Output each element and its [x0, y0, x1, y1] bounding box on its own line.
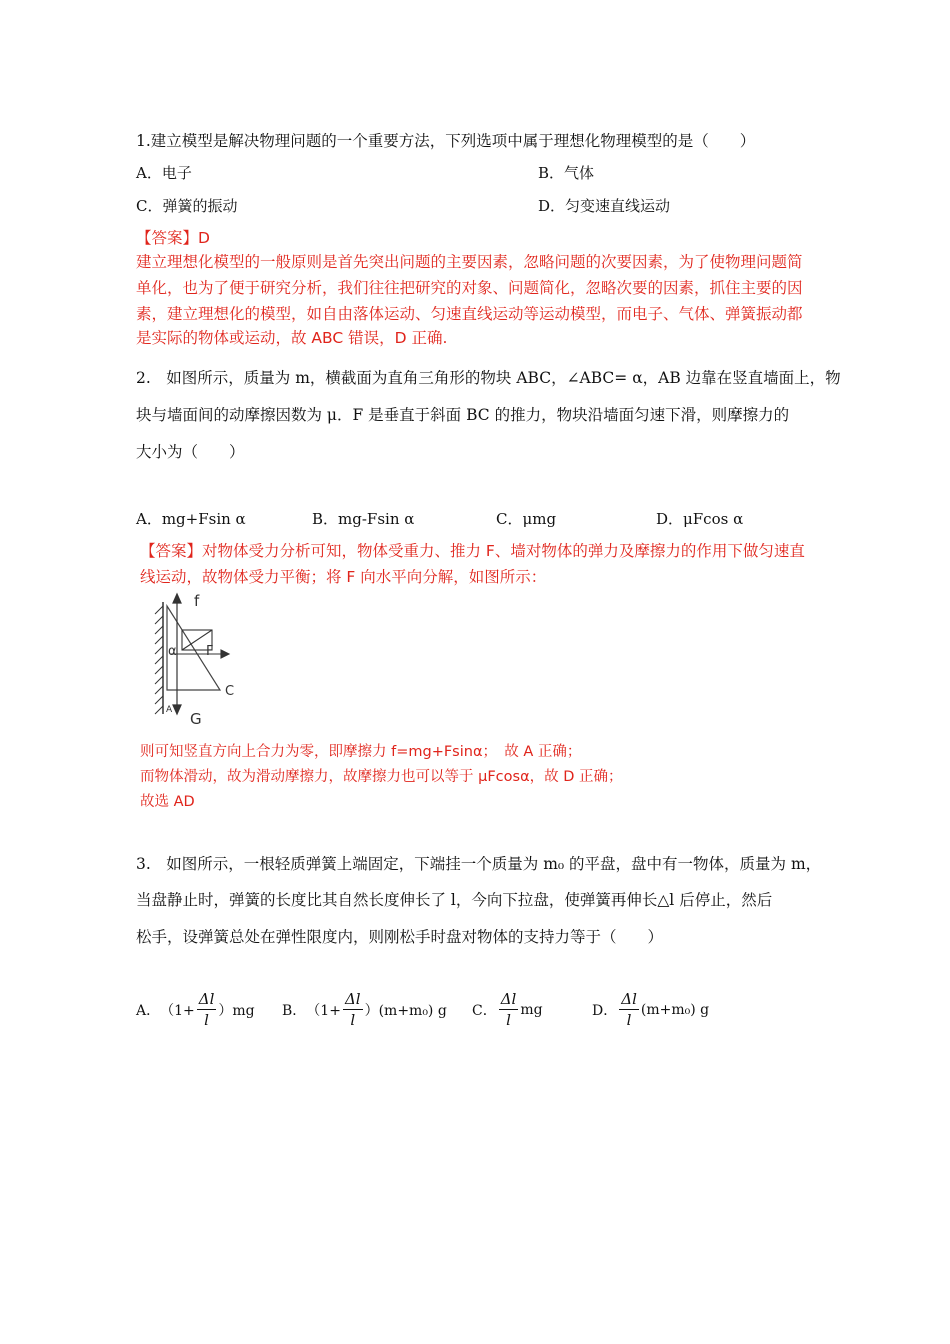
q1-option-c: C．弹簧的振动 — [136, 197, 238, 215]
fraction-numerator: Δl — [500, 990, 517, 1008]
q1-option-d: D．匀变速直线运动 — [538, 197, 671, 215]
q3-stem-line: 当盘静止时，弹簧的长度比其自然长度伸长了 l，今向下拉盘，使弹簧再伸长△l 后停止，然后 — [136, 891, 773, 909]
fraction-denominator: l — [204, 1011, 209, 1029]
q2-option-c: C．μmg — [496, 510, 557, 528]
q2-conclusion-line: 则可知竖直方向上合力为零，即摩擦力 f=mg+Fsinα； 故 A 正确； — [140, 744, 582, 760]
delta-l-over-l-fraction — [343, 992, 363, 1028]
fraction-denominator: l — [626, 1011, 632, 1029]
q1-stem: 1.建立模型是解决物理问题的一个重要方法，下列选项中属于理想化物理模型的是（ ） — [136, 132, 756, 150]
label-G: G — [190, 710, 202, 728]
label-A: A — [166, 705, 173, 715]
q1-option-b: B．气体 — [538, 164, 595, 182]
delta-l-over-l-fraction — [619, 992, 639, 1028]
fraction-numerator: Δl — [344, 990, 361, 1008]
q3-d-label: D． — [592, 1003, 618, 1019]
fraction-denominator: l — [350, 1011, 356, 1029]
q3-d-post: (m+m₀) g — [640, 1002, 710, 1018]
fraction-numerator: Δl — [198, 990, 215, 1008]
q3-option-d — [592, 992, 709, 1028]
label-alpha: α — [168, 644, 177, 659]
wall-hatching — [155, 602, 163, 714]
q3-option-a — [136, 992, 255, 1028]
q3-stem-line: 松手，设弹簧总处在弹性限度内，则刚松手时盘对物体的支持力等于（ ） — [136, 928, 664, 946]
q3-a-post: ）mg — [218, 1003, 255, 1019]
q2-option-a: A．mg+Fsin α — [136, 510, 246, 528]
q1-option-a: A．电子 — [136, 164, 192, 182]
q3-a-pre: （1+ — [160, 1003, 195, 1019]
label-C: C — [225, 684, 235, 699]
q1-explain-line: 是实际的物体或运动，故 ABC 错误，D 正确. — [136, 329, 448, 347]
q2-option-b: B．mg-Fsin α — [312, 510, 415, 528]
q2-stem-line: 块与墙面间的动摩擦因数为 μ．F 是垂直于斜面 BC 的推力，物块沿墙面匀速下滑，则摩擦力的 — [136, 406, 790, 424]
q2-option-d: D．μFcos α — [656, 510, 744, 528]
delta-l-over-l-fraction — [197, 992, 217, 1028]
q3-b-post: ）(m+m₀) g — [364, 1003, 447, 1019]
q3-option-c — [472, 992, 543, 1028]
label-F: F — [206, 644, 214, 659]
q2-stem-line: 2. 如图所示，质量为 m，横截面为直角三角形的物块 ABC，∠ABC= α，AB 边靠在竖直墙面上，物 — [136, 369, 841, 387]
label-f: f — [194, 592, 200, 610]
force-diagram — [140, 592, 250, 732]
q3-c-label: C． — [472, 1003, 497, 1019]
q1-explain-line: 建立理想化模型的一般原则是首先突出问题的主要因素，忽略问题的次要因素，为了使物理问题简 — [136, 253, 803, 271]
q2-stem-line: 大小为（ ） — [136, 443, 245, 461]
q3-c-post: mg — [520, 1002, 543, 1018]
q1-explain-line: 单化，也为了便于研究分析，我们往往把研究的对象、问题简化，忽略次要的因素，抓住主要的因 — [136, 279, 803, 297]
q2-conclusion-line: 故选 AD — [140, 794, 195, 810]
q2-conclusion-line: 而物体滑动，故为滑动摩擦力，故摩擦力也可以等于 μFcosα，故 D 正确； — [140, 769, 623, 785]
q3-stem-line: 3. 如图所示，一根轻质弹簧上端固定，下端挂一个质量为 m₀ 的平盘，盘中有一物体，质量为 m， — [136, 855, 822, 873]
q2-answer-line: 线运动，故物体受力平衡；将 F 向水平向分解，如图所示： — [140, 568, 547, 586]
q2-answer-line: 【答案】对物体受力分析可知，物体受重力、推力 F、墙对物体的弹力及摩擦力的作用下做匀速直 — [140, 542, 805, 560]
fraction-denominator: l — [506, 1011, 511, 1029]
F-components — [170, 630, 229, 658]
q1-answer-tag: 【答案】D — [136, 229, 210, 247]
q3-b-label: B． — [282, 1003, 307, 1019]
q3-option-b — [282, 992, 447, 1028]
fraction-numerator: Δl — [621, 990, 637, 1008]
q3-a-label: A． — [136, 1003, 161, 1019]
delta-l-over-l-fraction — [499, 992, 519, 1028]
q1-explain-line: 素，建立理想化的模型，如自由落体运动、匀速直线运动等运动模型，而电子、气体、弹簧振动都 — [136, 305, 803, 323]
q3-b-pre: （1+ — [306, 1003, 341, 1019]
